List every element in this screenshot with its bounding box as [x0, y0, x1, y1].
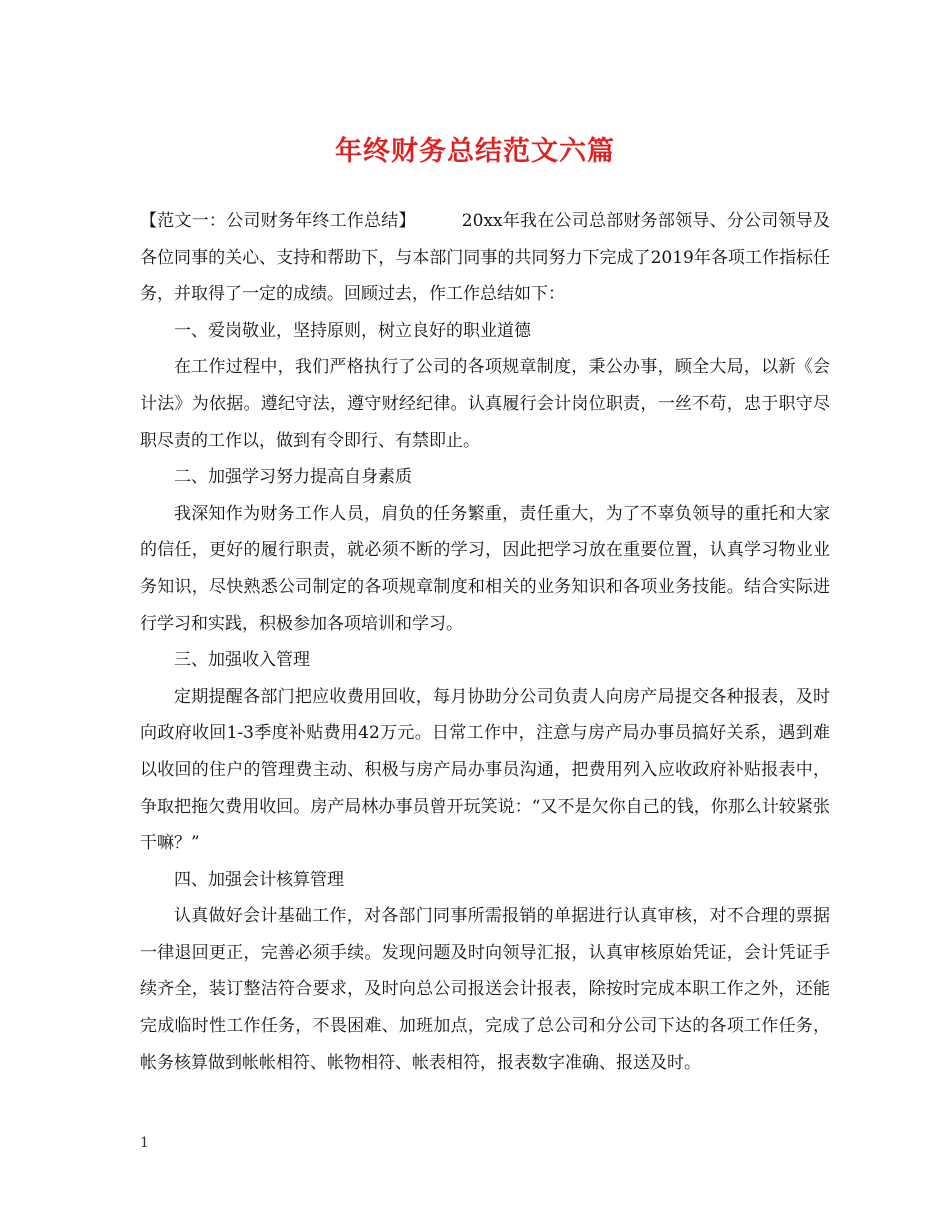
section-paragraph-2: 我深知作为财务工作人员，肩负的任务繁重，责任重大，为了不辜负领导的重托和大家的信任，更好的履行职责，就必须不断的学习，因此把学习放在重要位置，认真学习物业业务知识，尽快熟悉公司制定的各项规章制度和相关的业务知识和各项业务技能。结合实际进行学习和实践，积极参加各项培训和学习。 [140, 503, 830, 634]
document-body [140, 203, 830, 1081]
intro-label: 【范文一：公司财务年终工作总结】 [140, 211, 416, 231]
intro-text: 20xx年我在公司总部财务部领导、分公司领导及各位同事的关心、支持和帮助下，与本部门同事的共同努力下完成了2019年各项工作指标任务，并取得了一定的成绩。回顾过去，作工作总结如下： [140, 211, 831, 305]
section-heading-2: 二、加强学习努力提高自身素质 [174, 467, 412, 488]
section-paragraph-4: 认真做好会计基础工作，对各部门同事所需报销的单据进行认真审核，对不合理的票据一律退回更正，完善必须手续。发现问题及时向领导汇报，认真审核原始凭证，会计凭证手续齐全，装订整洁符合要求，及时向总公司报送会计报表，除按时完成本职工作之外，还能完成临时性工作任务，不畏困难、加班加点，完成了总公司和分公司下达的各项工作任务，帐务核算做到帐帐相符、帐物相符、帐表相符，报表数字准确、报送及时。 [140, 906, 830, 1073]
section-heading-1: 一、爱岗敬业，坚持原则，树立良好的职业道德 [174, 320, 531, 341]
section-heading-4: 四、加强会计核算管理 [174, 869, 344, 890]
page-number: 1 [140, 1135, 149, 1151]
intro-paragraph [140, 203, 830, 313]
document-title: 年终财务总结范文六篇 [335, 136, 615, 167]
section-paragraph-3: 定期提醒各部门把应收费用回收，每月协助分公司负责人向房产局提交各种报表，及时向政府收回1-3季度补贴费用42万元。日常工作中，注意与房产局办事员搞好关系，遇到难以收回的住户的管理费主动、积极与房产局办事员沟通，把费用列入应收政府补贴报表中，争取把拖欠费用收回。房产局林办事员曾开玩笑说：“又不是欠你自己的钱，你那么计较紧张干嘛？” [140, 686, 830, 854]
section-heading-3: 三、加强收入管理 [174, 650, 310, 671]
section-paragraph-1: 在工作过程中，我们严格执行了公司的各项规章制度，秉公办事，顾全大局，以新《会计法》为依据。遵纪守法，遵守财经纪律。认真履行会计岗位职责，一丝不苟，忠于职守尽职尽责的工作以，做到有令即行、有禁即止。 [140, 357, 830, 451]
